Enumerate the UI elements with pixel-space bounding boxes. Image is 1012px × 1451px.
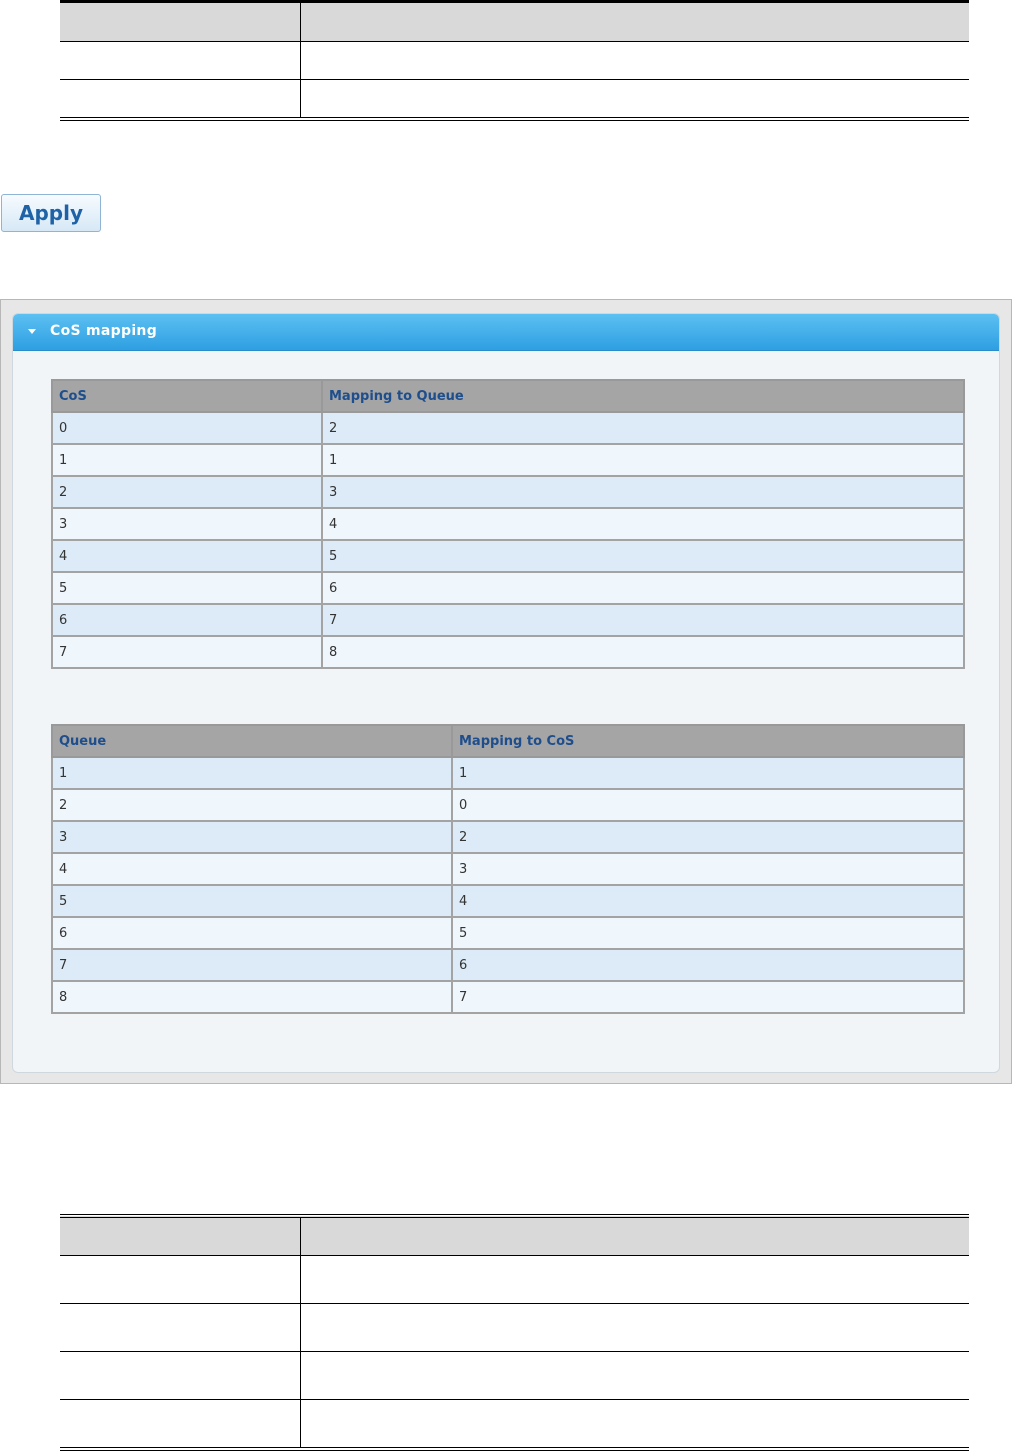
doc-table-row: [60, 1256, 969, 1304]
queue-cell: 1: [322, 444, 964, 476]
queue-cell: 3: [52, 821, 452, 853]
queue-cell: 3: [322, 476, 964, 508]
cos-cell: 6: [52, 604, 322, 636]
queue-cell: 1: [52, 757, 452, 789]
cos-cell: 4: [52, 540, 322, 572]
table-row: [52, 636, 964, 668]
doc-description-table-bottom: [60, 1214, 969, 1451]
table-header-row: [52, 380, 964, 412]
cos-cell: 0: [52, 412, 322, 444]
doc-table-header-row: [60, 2, 969, 42]
doc-table-row: [60, 80, 969, 120]
cos-cell: 7: [52, 636, 322, 668]
queue-cell: 7: [52, 949, 452, 981]
table-row: [52, 540, 964, 572]
table-row: [52, 604, 964, 636]
doc-table-row: [60, 1304, 969, 1352]
doc-table-row: [60, 1400, 969, 1450]
queue-cell: 8: [52, 981, 452, 1013]
cos-cell: 1: [52, 444, 322, 476]
cos-cell: 5: [52, 572, 322, 604]
table-row: [52, 476, 964, 508]
table-row: [52, 981, 964, 1013]
cos-cell: 1: [452, 757, 964, 789]
cos-cell: 7: [452, 981, 964, 1013]
cos-cell: 0: [452, 789, 964, 821]
column-header-queue: Queue: [52, 725, 452, 757]
table-row: [52, 821, 964, 853]
cos-to-queue-table: [51, 379, 965, 669]
cos-cell: 5: [452, 917, 964, 949]
doc-table-row: [60, 1352, 969, 1400]
queue-cell: 5: [322, 540, 964, 572]
triangle-down-icon[interactable]: [28, 329, 36, 334]
cos-cell: 2: [52, 476, 322, 508]
table-row: [52, 949, 964, 981]
queue-cell: 5: [52, 885, 452, 917]
queue-cell: 4: [52, 853, 452, 885]
table-row: [52, 757, 964, 789]
cos-cell: 3: [452, 853, 964, 885]
table-row: [52, 508, 964, 540]
column-header-mapping-to-queue: Mapping to Queue: [322, 380, 964, 412]
queue-cell: 4: [322, 508, 964, 540]
queue-to-cos-table: [51, 724, 965, 1014]
column-header-cos: CoS: [52, 380, 322, 412]
cos-cell: 4: [452, 885, 964, 917]
table-row: [52, 853, 964, 885]
queue-cell: 8: [322, 636, 964, 668]
queue-cell: 7: [322, 604, 964, 636]
screenshot-frame: [0, 299, 1012, 1084]
doc-description-table-top: [60, 0, 969, 121]
queue-cell: 6: [322, 572, 964, 604]
cos-cell: 3: [52, 508, 322, 540]
table-row: [52, 789, 964, 821]
table-row: [52, 412, 964, 444]
table-row: [52, 572, 964, 604]
doc-table-header-row: [60, 1216, 969, 1256]
table-row: [52, 885, 964, 917]
panel-title: CoS mapping: [50, 323, 158, 339]
queue-cell: 2: [322, 412, 964, 444]
table-header-row: [52, 725, 964, 757]
apply-button[interactable]: Apply: [1, 194, 101, 232]
queue-cell: 2: [52, 789, 452, 821]
panel-header[interactable]: [13, 314, 999, 351]
table-row: [52, 917, 964, 949]
cos-mapping-panel: [12, 313, 1000, 1073]
doc-table-row: [60, 42, 969, 80]
column-header-mapping-to-cos: Mapping to CoS: [452, 725, 964, 757]
cos-cell: 6: [452, 949, 964, 981]
queue-cell: 6: [52, 917, 452, 949]
table-row: [52, 444, 964, 476]
cos-cell: 2: [452, 821, 964, 853]
